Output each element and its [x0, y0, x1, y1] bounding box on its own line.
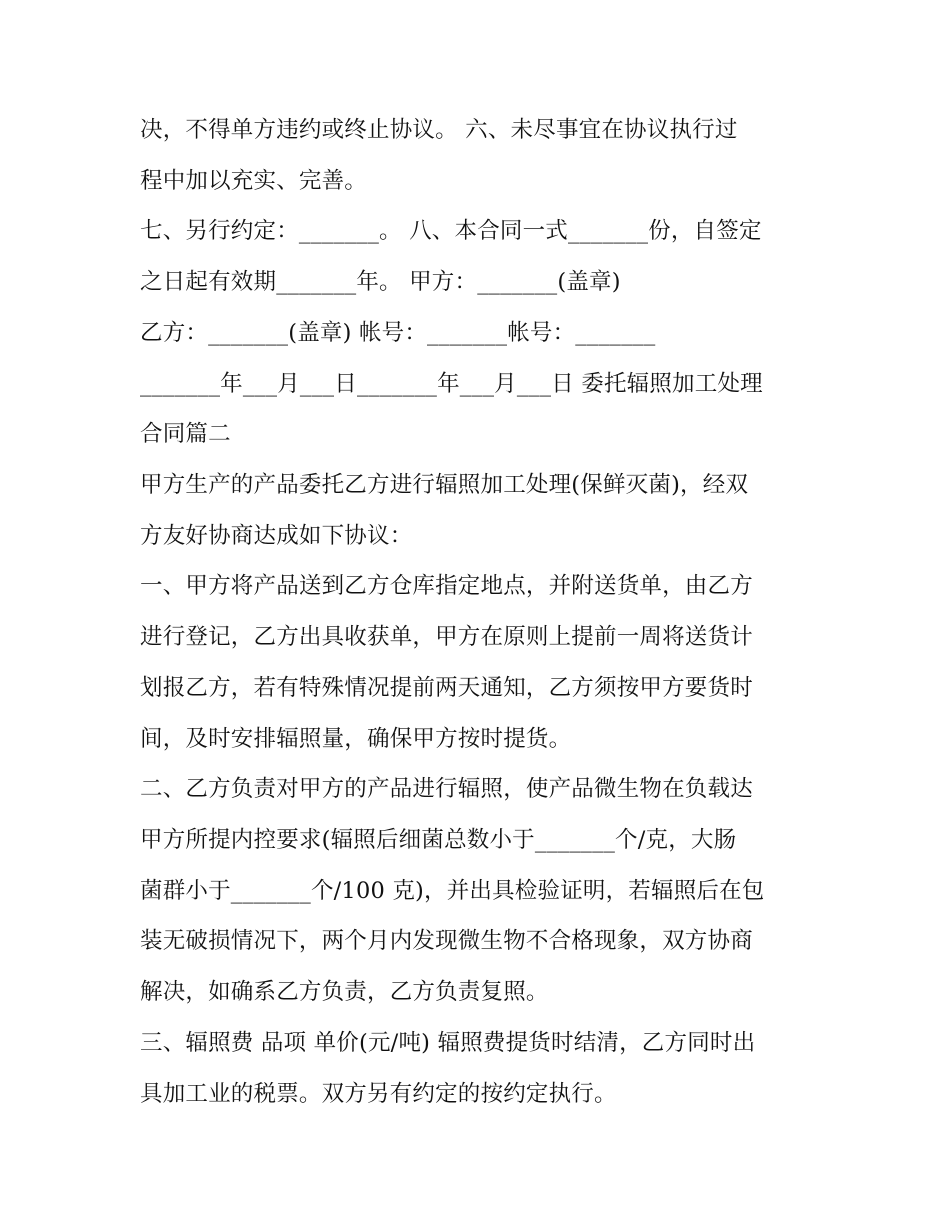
text-line: 方友好协商达成如下协议：: [140, 523, 413, 549]
text-line: 解决，如确系乙方负责，乙方负责复照。: [140, 979, 549, 1005]
text-line: 程中加以充实、完善。: [140, 168, 368, 194]
text-line: 决，不得单方违约或终止协议。 六、未尽事宜在协议执行过: [140, 117, 738, 143]
section-heading: 合同篇二: [140, 421, 231, 447]
text-line: 甲方生产的产品委托乙方进行辐照加工处理(保鲜灭菌)，经双: [140, 472, 749, 498]
text-line: 菌群小于_______个/100 克)，并出具检验证明，若辐照后在包: [140, 878, 765, 904]
text-line: 划报乙方，若有特殊情况提前两天通知，乙方须按甲方要货时: [140, 675, 753, 701]
text-line: 七、另行约定：_______。 八、本合同一式_______份，自签定: [140, 218, 762, 244]
text-line: 进行登记，乙方出具收获单，甲方在原则上提前一周将送货计: [140, 624, 753, 650]
text-line: _______年___月___日_______年___月___日 委托辐照加工处理: [140, 371, 763, 397]
text-line: 二、乙方负责对甲方的产品进行辐照，使产品微生物在负载达: [140, 776, 753, 802]
text-line: 之日起有效期_______年。 甲方：_______(盖章): [140, 269, 621, 295]
text-line: 乙方：_______(盖章) 帐号：_______帐号：_______: [140, 320, 656, 346]
text-line: 间，及时安排辐照量，确保甲方按时提货。: [140, 726, 572, 752]
text-line: 甲方所提内控要求(辐照后细菌总数小于_______个/克，大肠: [140, 827, 737, 853]
text-line: 装无破损情况下，两个月内发现微生物不合格现象，双方协商: [140, 928, 753, 954]
text-line: 三、辐照费 品项 单价(元/吨) 辐照费提货时结清，乙方同时出: [140, 1030, 756, 1056]
text-line: 一、甲方将产品送到乙方仓库指定地点，并附送货单，由乙方: [140, 573, 753, 599]
text-line: 具加工业的税票。双方另有约定的按约定执行。: [140, 1081, 617, 1107]
